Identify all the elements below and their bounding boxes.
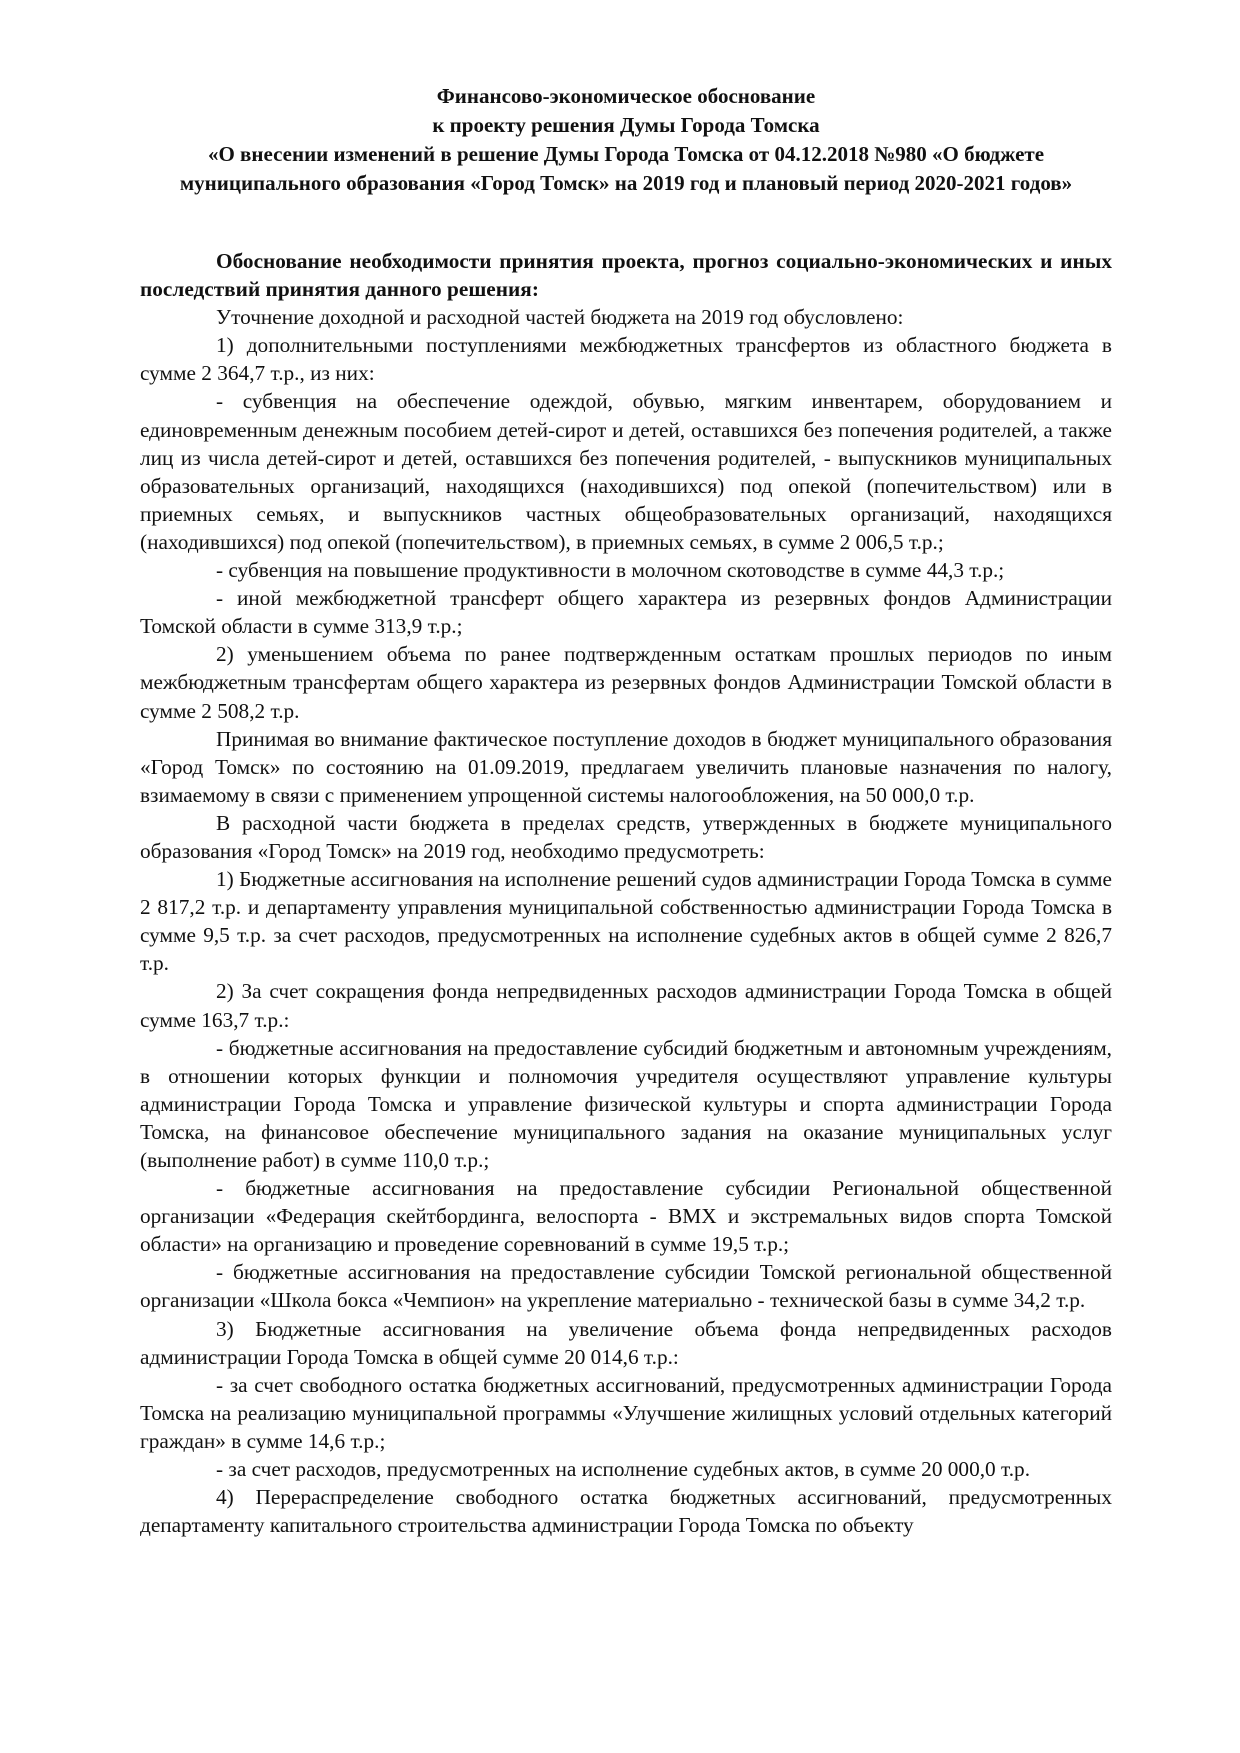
paragraph-expense-intro: В расходной части бюджета в пределах средств, утвержденных в бюджете муниципального образования «Город Томск» на 2019 год, необходимо предусмотреть: [140, 810, 1112, 863]
paragraph-item-1: 1) дополнительными поступлениями межбюджетных трансфертов из областного бюджета в сумме 2 364,7 т.р., из них: [140, 333, 1112, 386]
paragraph-subsidy-boxing: - бюджетные ассигнования на предоставление субсидии Томской региональной общественной организации «Школа бокса «Чемпион» на укрепление материально - технической базы в сумме 34,2 т.р. [140, 1260, 1112, 1313]
header-title: Финансово-экономическое обоснование [436, 84, 816, 108]
paragraph-transfer-reserve: - иной межбюджетной трансферт общего характера из резервных фондов Администрации Томской области в сумме 313,9 т.р.; [140, 586, 1112, 639]
paragraph-expense-3: 3) Бюджетные ассигнования на увеличение объема фонда непредвиденных расходов администрации Города Томска в общей сумме 20 014,6 т.р.: [140, 1316, 1112, 1369]
paragraph-court-acts: - за счет расходов, предусмотренных на исполнение судебных актов, в сумме 20 000,0 т.р. [216, 1457, 1031, 1482]
paragraph-intro: Уточнение доходной и расходной частей бюджета на 2019 год обусловлено: [216, 305, 904, 330]
header-decision-title: «О внесении изменений в решение Думы Города Томска от 04.12.2018 №980 «О бюджете муниципального образования «Город Томск» на 2019 год и плановый период 2020-2021 годов» [179, 142, 1073, 195]
paragraph-housing-program: - за счет свободного остатка бюджетных ассигнований, предусмотренных администрации Города Томска на реализацию муниципальной программы «Улучшение жилищных условий отдельных категорий граждан» в сумме 14,6 т.р.; [140, 1372, 1112, 1453]
paragraph-subvention-dairy: - субвенция на повышение продуктивности в молочном скотоводстве в сумме 44,3 т.р.; [216, 558, 1005, 583]
paragraph-expense-4: 4) Перераспределение свободного остатка бюджетных ассигнований, предусмотренных департаменту капитального строительства администрации Города Томска по объекту [140, 1485, 1112, 1538]
paragraph-subvention-orphans: - субвенция на обеспечение одеждой, обувью, мягким инвентарем, оборудованием и единовременным денежным пособием детей-сирот и детей, оставшихся без попечения родителей, а также лиц из числа детей-сирот и детей, оставшихся без попечения родителей, - выпускников муниципальных образовательных организаций, находящихся (находившихся) под опекой (попечительством) или в приемных семьях, и выпускников частных общеобразовательных организаций, находящихся (находившихся) под опекой (попечительством), в приемных семьях, в сумме 2 006,5 т.р.; [140, 389, 1112, 554]
paragraph-expense-1: 1) Бюджетные ассигнования на исполнение решений судов администрации Города Томска в сумме 2 817,2 т.р. и департаменту управления муниципальной собственностью администрации Города Томска в сумме 9,5 т.р. за счет расходов, предусмотренных на исполнение судебных актов в общей сумме 2 826,7 т.р. [140, 867, 1112, 976]
paragraph-expense-2: 2) За счет сокращения фонда непредвиденных расходов администрации Города Томска в общей сумме 163,7 т.р.: [140, 979, 1112, 1032]
paragraph-subsidy-culture: - бюджетные ассигнования на предоставление субсидий бюджетным и автономным учреждениям, в отношении которых функции и полномочия учредителя осуществляют управление культуры администрации Города Томска и управление физической культуры и спорта администрации Города Томска, на финансовое обеспечение муниципального задания на оказание муниципальных услуг (выполнение работ) в сумме 110,0 т.р.; [140, 1035, 1112, 1172]
paragraph-item-2: 2) уменьшением объема по ранее подтвержденным остаткам прошлых периодов по иным межбюджетным трансфертам общего характера из резервных фондов Администрации Томской области в сумме 2 508,2 т.р. [140, 642, 1112, 723]
section-heading: Обоснование необходимости принятия проекта, прогноз социально-экономических и иных последствий принятия данного решения: [140, 249, 1112, 302]
document-header [140, 82, 1112, 198]
document-body [140, 247, 1112, 1539]
header-subtitle: к проекту решения Думы Города Томска [432, 113, 820, 137]
paragraph-tax-revenue: Принимая во внимание фактическое поступление доходов в бюджет муниципального образования «Город Томск» по состоянию на 01.09.2019, предлагаем увеличить плановые назначения по налогу, взимаемому в связи с применением упрощенной системы налогообложения, на 50 000,0 т.р. [140, 726, 1112, 807]
paragraph-subsidy-skateboarding: - бюджетные ассигнования на предоставление субсидии Региональной общественной организации «Федерация скейтбординга, велоспорта - BMX и экстремальных видов спорта Томской области» на организацию и проведение соревнований в сумме 19,5 т.р.; [140, 1176, 1112, 1257]
